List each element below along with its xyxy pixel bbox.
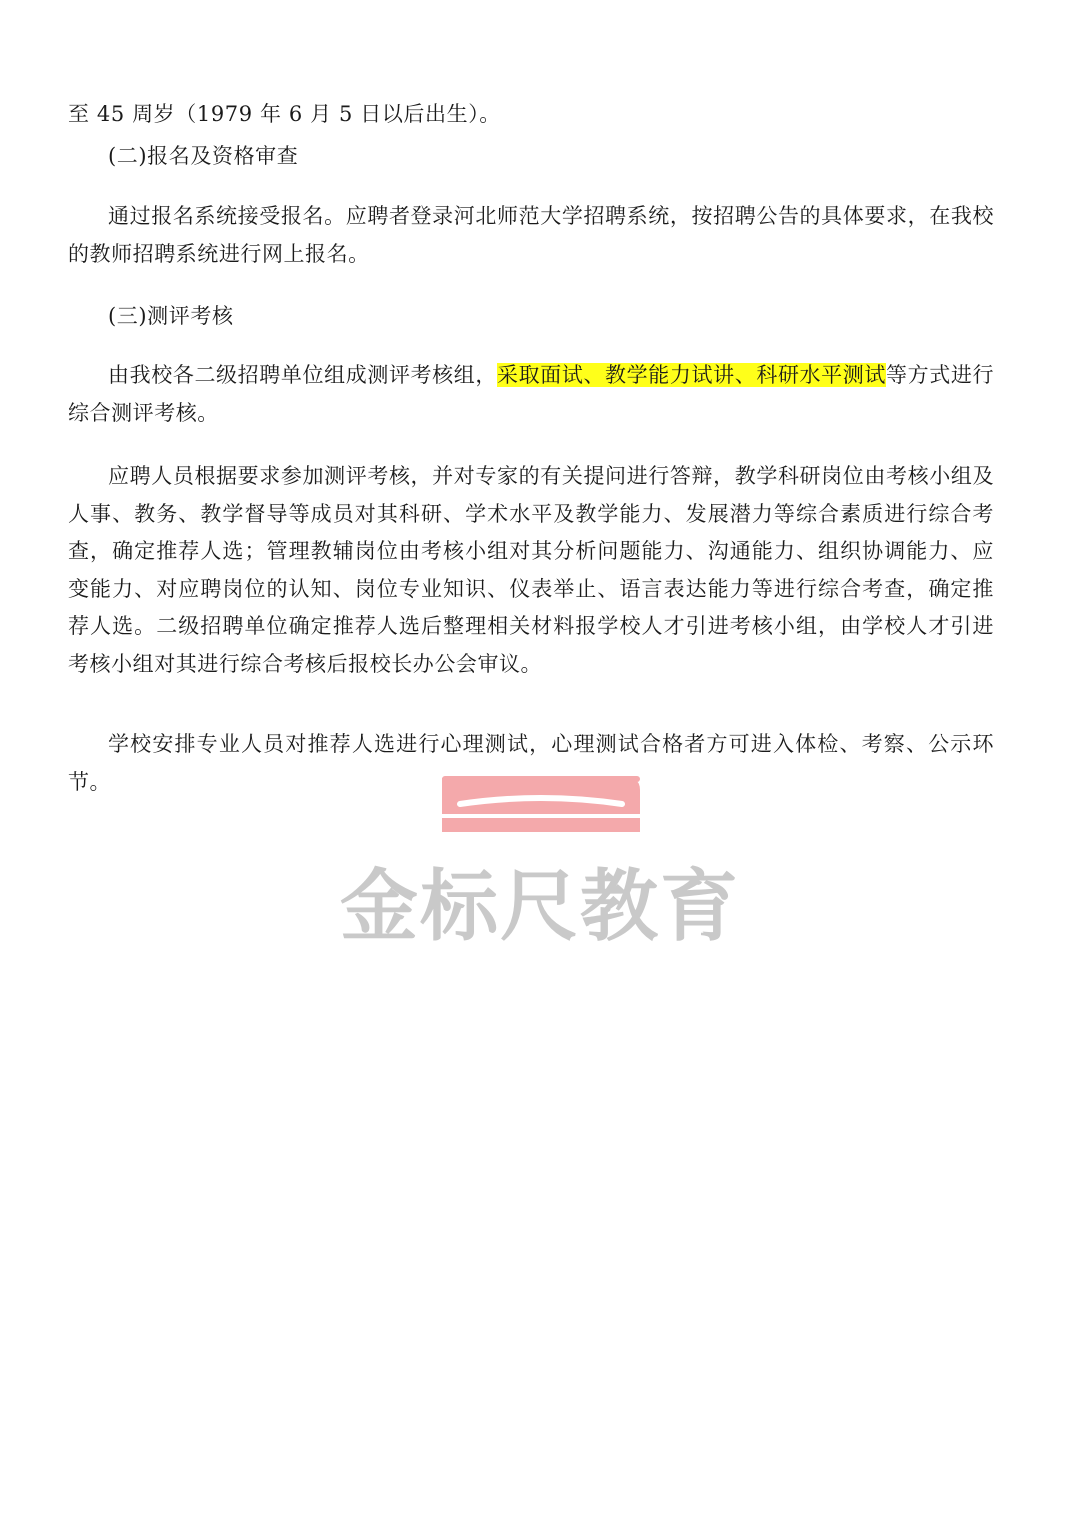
paragraph-assessment-group (68, 357, 994, 432)
ruler-logo-icon (310, 770, 770, 860)
assessment-group-text-after: 等方式进行综合测评考核。 (68, 363, 994, 425)
section-heading-assessment: (三)测评考核 (108, 304, 234, 328)
section-heading-registration: (二)报名及资格审查 (108, 144, 299, 168)
watermark (310, 770, 770, 960)
watermark-text: 金标尺教育 (339, 862, 740, 952)
assessment-group-text-before: 由我校各二级招聘单位组成测评考核组， (108, 363, 497, 387)
highlighted-assessment-methods: 采取面试、教学能力试讲、科研水平测试 (497, 363, 886, 387)
paragraph-registration: 通过报名系统接受报名。应聘者登录河北师范大学招聘系统，按招聘公告的具体要求，在我校的教师招聘系统进行网上报名。 (68, 204, 994, 266)
paragraph-psychological-test: 学校安排专业人员对推荐人选进行心理测试，心理测试合格者方可进入体检、考察、公示环节。 (68, 732, 994, 794)
paragraph-assessment-process: 应聘人员根据要求参加测评考核，并对专家的有关提问进行答辩，教学科研岗位由考核小组及人事、教务、教学督导等成员对其科研、学术水平及教学能力、发展潜力等综合素质进行综合考查，确定推荐人选；管理教辅岗位由考核小组对其分析问题能力、沟通能力、组织协调能力、应变能力、对应聘岗位的认知、岗位专业知识、仪表举止、语言表达能力等进行综合考查，确定推荐人选。二级招聘单位确定推荐人选后整理相关材料报学校人才引进考核小组，由学校人才引进考核小组对其进行综合考核后报校长办公会审议。 (68, 464, 994, 676)
age-requirement-line: 至 45 周岁（1979 年 6 月 5 日以后出生）。 (68, 102, 501, 126)
